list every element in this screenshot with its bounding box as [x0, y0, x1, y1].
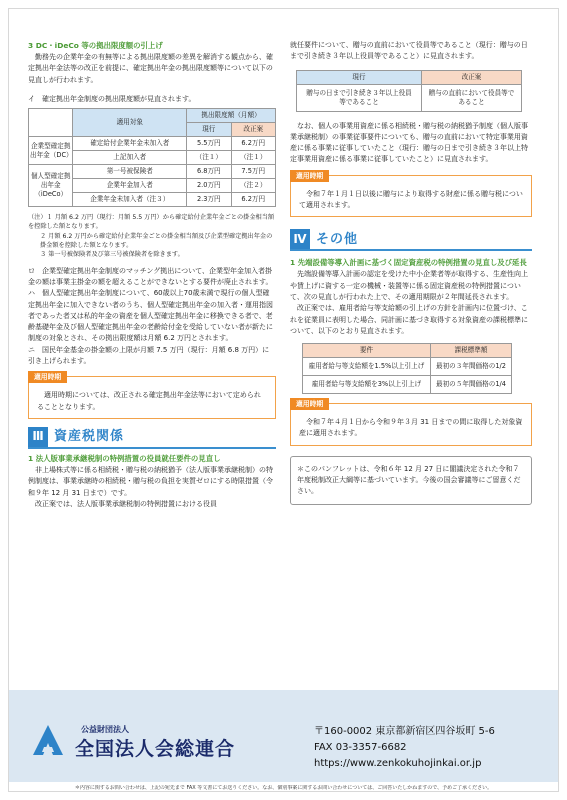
org-name: 全国法人会総連合: [75, 738, 236, 760]
website-link[interactable]: https://www.zenkokuhojinkai.or.jp: [314, 758, 482, 769]
heading-succession: 1 法人版事業承継税制の特例措置の役員就任要件の見直し: [28, 453, 221, 463]
disclaimer: ＊内容に関するお問い合わせは、上記の宛先まで FAX 等文書にてお送りください。なお、個別事案に関するお問い合わせについては、ご回答いたしかねますので、予めご了承ください。: [74, 785, 493, 791]
table-row: [297, 84, 522, 111]
heading-equipment: 1 先端設備等導入計画に基づく固定資産税の特例措置の見直し及び延長: [290, 258, 527, 268]
cell-requirement: 雇用者給与等支給額を1.5%以上引上げ: [303, 358, 431, 376]
row-current: 2.0万円: [187, 179, 231, 193]
cell-requirement: 雇用者給与等支給額を3%以上引上げ: [303, 376, 431, 394]
section-3-header: [28, 427, 276, 449]
header-tax-base: 課税標準額: [430, 344, 511, 358]
row-target: 第一号被保険者: [73, 165, 187, 179]
row-target: 上記加入者: [73, 151, 187, 165]
row-current: 2.3万円: [187, 193, 231, 207]
intro-paragraph: 勤務先の企業年金の有無等による拠出限度額の差異を解消する観点から、確定拠出年金法等の改正を前提に、確定拠出年金の拠出限度額等について以下の見直しが行われます。: [28, 53, 273, 84]
application-period-text: 令和７年４月１日から令和９年３月 31 日までの間に取得した対象資産に適用されます。: [299, 418, 523, 438]
section-3-number: Ⅲ: [28, 427, 48, 447]
heading-dc-ideco: 3 DC・iDeCo 等の拠出限度額の引上げ: [28, 41, 163, 50]
note-1: （注）１ 月額 6.2 万円（現行：月額 5.5 万円）から確定給付企業年金ごとの掛金相当額を控除した額となります。: [28, 214, 275, 231]
table-corner: [29, 109, 73, 137]
officer-requirement-paragraph: 就任要件について、贈与の直前において役員等であること（現行：贈与の日まで引き続き３年以上役員等であること）に見直されます。: [290, 41, 528, 61]
note-3: ３ 第一号被保険者及び第三号被保険者を除きます。: [40, 251, 184, 259]
individual-succession-paragraph: なお、個人の事業用資産に係る相続税・贈与税の納税猶予制度（個人版事業承継税制）の事業従事要件についても、贈与の直前において特定事業用資産に係る事業に従事していたこと（現行：贈与の日まで引き続き３年以上特定事業用資産に係る事業に従事していたこと）に見直されます。: [290, 121, 528, 164]
table-row: [29, 165, 276, 179]
row-revised: （注１）: [231, 151, 275, 165]
application-period-label: 適用時期: [290, 398, 329, 410]
cell-tax-base: 最初の３年間価格の1/2: [430, 358, 511, 376]
address: 〒160-0002 東京都新宿区四谷坂町 5-6: [314, 726, 495, 737]
row-target: 企業年金加入者: [73, 179, 187, 193]
item-ro: ロ 企業型確定拠出年金制度のマッチング拠出について、企業型年金加入者掛金の額は事業主掛金の額を超えることができないとする要件が廃止されます。: [28, 266, 273, 286]
header-revised: 改正案: [231, 123, 275, 137]
header-requirement: 要件: [303, 344, 431, 358]
row-current: （注１）: [187, 151, 231, 165]
application-period-box: [290, 400, 532, 446]
row-revised: 6.2万円: [231, 193, 275, 207]
footer: [9, 690, 558, 782]
section-3-title: 資産税関係: [54, 429, 125, 445]
tax-base-table: [302, 343, 512, 394]
pamphlet-note-text: ＊このパンフレットは、令和６年 12 月 27 日に閣議決定された令和７年度税制改正大綱等に基づいています。今後の国会審議等にご留意ください。: [297, 464, 521, 496]
row-target: 確定給付企業年金未加入者: [73, 137, 187, 151]
row-revised: 6.2万円: [231, 137, 275, 151]
header-current: 現行: [187, 123, 231, 137]
cell-revised: 贈与の直前において役員等であること: [422, 84, 522, 111]
org-type: 公益財団法人: [81, 725, 129, 734]
application-period-box: [28, 373, 276, 419]
fax-number: FAX 03-3357-6682: [314, 742, 407, 753]
section-4-header: [290, 229, 532, 251]
header-limit: 拠出限度額（月額）: [187, 109, 276, 123]
right-column: [290, 40, 532, 505]
application-period-label: 適用時期: [28, 371, 67, 383]
header-target: 適用対象: [73, 109, 187, 137]
row-current: 6.8万円: [187, 165, 231, 179]
cell-tax-base: 最初の５年間価格の1/4: [430, 376, 511, 394]
equipment-paragraph-2: 改正案では、雇用者給与等支給額の引上げの方針を計画内に位置づけ、これを従業員に表明した場合、同計画に基づき取得する対象資産の課税標準について、以下のとおり見直されます。: [290, 304, 528, 335]
section-4-title: その他: [316, 231, 359, 247]
table-row: [303, 376, 512, 394]
row-current: 5.5万円: [187, 137, 231, 151]
succession-paragraph-2: 改正案では、法人版事業承継税制の特例措置における役員: [35, 499, 217, 508]
sub-item-i: イ 確定拠出年金制度の拠出限度額が見直されます。: [28, 94, 196, 103]
officer-table: [296, 70, 522, 112]
succession-paragraph-1: 非上場株式等に係る相続税・贈与税の納税猶予（法人版事業承継税制）の特例制度は、事業承継時の相続税・贈与税の負担を実質ゼロにする時限措置（令和９年 12 月 31 日まで）です。: [28, 465, 273, 497]
application-period-text: 令和７年１月１日以後に贈与により取得する財産に係る贈与税について適用されます。: [299, 189, 523, 210]
header-current: 現行: [297, 70, 422, 84]
application-period-label: 適用時期: [290, 170, 329, 182]
section-4-number: Ⅳ: [290, 229, 310, 249]
item-ha: ハ 個人型確定拠出年金制度について、60歳以上70歳未満で現行の個人型確定拠出年金に加入できない者のうち、個人型確定拠出年金の加入者・運用指図者であった者又は私的年金の資産を個人型確定拠出年金に移換できる者で、老齢基礎年金及び個人型確定拠出年金の老齢給付金を受給していない者が新たに制度の対象とされ、その拠出限度額は月額 6.2 万円とされます。: [28, 289, 273, 343]
header-revised: 改正案: [422, 70, 522, 84]
table-row: [303, 358, 512, 376]
contact-info: [314, 724, 495, 772]
application-period-text: 適用時期については、改正される確定拠出年金法等において定められることとなります。: [37, 391, 261, 411]
table-notes: [28, 213, 276, 259]
group-ideco: 個人型確定拠出年金（iDeCo）: [29, 165, 73, 207]
equipment-paragraph-1: 先端設備等導入計画の認定を受けた中小企業者等が取得する、生産性向上や賃上げに資する一定の機械・装置等に係る固定資産税の特例措置について、次の見直しが行われた上で、その適用期限が２年間延長されます。: [290, 270, 528, 301]
pamphlet-note-box: [290, 456, 532, 505]
item-ni: ニ 国民年金基金の掛金額の上限が月額 7.5 万円（現行：月額 6.8 万円）に引き上げられます。: [28, 345, 270, 366]
cell-current: 贈与の日まで引き続き３年以上役員等であること: [297, 84, 422, 111]
federation-logo-icon: [31, 723, 65, 757]
table-row: [29, 137, 276, 151]
row-revised: （注２）: [231, 179, 275, 193]
application-period-box: [290, 171, 532, 218]
note-2: ２ 月額 6.2 万円から確定給付企業年金ごとの掛金相当額及び企業型確定拠出年金の掛金額を控除した額となります。: [40, 232, 273, 250]
left-column: [28, 40, 276, 510]
row-revised: 7.5万円: [231, 165, 275, 179]
limit-table: [28, 108, 276, 207]
group-dc: 企業型確定拠出年金（DC）: [29, 137, 73, 165]
row-target: 企業年金未加入者（注３）: [73, 193, 187, 207]
